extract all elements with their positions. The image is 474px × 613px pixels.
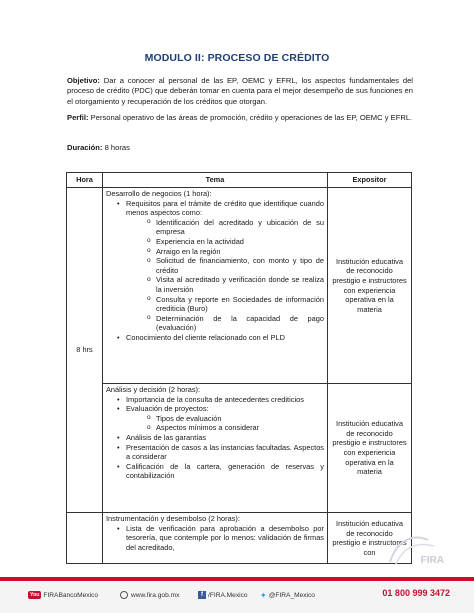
web-label: www.fira.gob.mx [131,591,180,599]
globe-icon [120,591,128,599]
sub-list-item: o Aspectos mínimos a considerar [106,423,324,433]
sub-list-item: o Visita al acreditado y verificación donde se realiza la inversión [106,275,324,294]
facebook-label: /FIRA.Mexico [208,591,248,599]
list-item: • Importancia de la consulta de antecedentes crediticios [106,395,324,405]
fira-logo [384,532,444,568]
sub-list-item: o Arraigo en la región [106,247,324,257]
hora-cell-empty [67,513,103,564]
table-header-row [67,173,412,188]
footer-web[interactable] [120,591,179,599]
facebook-icon: f [198,591,206,599]
sub-list-item: o Determinación de la capacidad de pago (evaluación) [106,314,324,333]
duracion-text: 8 horas [104,143,130,152]
tema-heading: Instrumentación y desembolso (2 horas): [106,514,240,523]
perfil-text: Personal operativo de las áreas de promoción, crédito y operaciones de las EP, OEMC y EFRL. [90,113,413,122]
footer-twitter[interactable] [260,591,315,600]
objetivo-label: Objetivo: [67,76,100,85]
sub-list-item: o Identificación del acreditado y ubicación de su empresa [106,218,324,237]
footer-phone[interactable]: 01 800 999 3472 [382,588,450,598]
logo-text: FIRA [420,555,444,566]
expositor-cell: Institución educativa de reconocido prestigio e instructores con experiencia operativa en la materia [328,188,412,384]
header-tema: Tema [103,173,328,188]
sub-list-item: o Tipos de evaluación [106,414,324,424]
footer-accent-line [0,577,474,581]
twitter-icon: ✦ [260,591,267,600]
tema-cell [103,384,328,513]
perfil-label: Perfil: [67,113,89,122]
list-item: • Requisitos para el trámite de crédito que identifique cuando menos aspectos como: [106,199,324,218]
header-expositor: Expositor [328,173,412,188]
list-item: • Conocimiento del cliente relacionado con el PLD [106,333,324,343]
sub-list-item: o Experiencia en la actividad [106,237,324,247]
list-item: • Calificación de la cartera, generación de reservas y contabilización [106,462,324,481]
tema-heading: Análisis y decisión (2 horas): [106,385,201,394]
objetivo-paragraph [67,76,413,107]
page-title: MODULO II: PROCESO DE CRÉDITO [144,52,330,64]
sub-list-item: o Consulta y reporte en Sociedades de información crediticia (Buro) [106,295,324,314]
tema-heading: Desarrollo de negocios (1 hora): [106,189,212,198]
schedule-table [66,172,412,564]
duracion-paragraph [67,143,413,153]
list-item: • Lista de verificación para aprobación a desembolso por tesorería, que contemple por lo menos: validación de firmas del acreditado, [106,524,324,553]
header-hora: Hora [67,173,103,188]
perfil-paragraph [67,113,413,123]
table-row [67,384,412,513]
expositor-cell: Institución educativa de reconocido prestigio e instructores con experiencia operativa en la materia [328,384,412,513]
tema-cell [103,513,328,564]
footer-youtube[interactable] [28,591,98,599]
twitter-label: @FIRA_Mexico [268,592,315,599]
tema-cell [103,188,328,384]
youtube-label: FIRABancoMexico [43,591,99,599]
table-row [67,188,412,384]
list-item: • Evaluación de proyectos: [106,404,324,414]
sub-list-item: o Solicitud de financiamiento, con monto y tipo de crédito [106,256,324,275]
footer-facebook[interactable] [198,591,248,599]
hora-cell: 8 hrs [67,188,103,513]
objetivo-text: Dar a conocer al personal de las EP, OEMC y EFRL, los aspectos fundamentales del proceso de crédito (PDC) que deberán tomar en cuenta para el mejor desempeño de sus funciones en el otorgamiento y recuperación de los créditos que otorgan. [67,76,413,106]
duracion-label: Duración: [67,143,103,152]
list-item: • Presentación de casos a las instancias facultadas. Aspectos a considerar [106,443,324,462]
expositor-cell: Institución educativa de reconocido prestigio e instructores con [328,513,412,564]
youtube-icon: You [30,592,40,598]
list-item: • Análisis de las garantías [106,433,324,443]
table-row [67,513,412,564]
